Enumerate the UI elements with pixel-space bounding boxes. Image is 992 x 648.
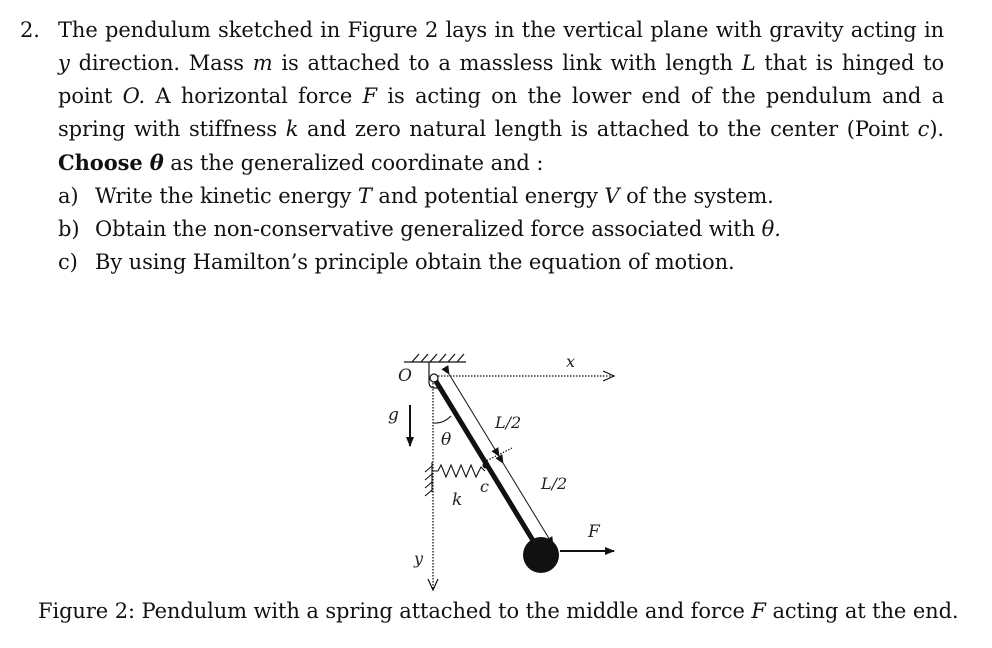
gravity-label: g <box>388 405 399 425</box>
y-axis-label: y <box>414 549 424 568</box>
hinge-pin <box>430 374 438 382</box>
list-item: b) Obtain the non-conservative generalized force associated with θ. <box>58 217 781 241</box>
origin-label: O <box>398 366 412 386</box>
mass-bob <box>523 537 559 573</box>
dimension-tick <box>484 448 512 462</box>
problem-number: 2. <box>20 18 40 42</box>
figure-caption: Figure 2: Pendulum with a spring attached to the middle and force F acting at the end. <box>38 599 959 623</box>
spring <box>432 465 485 477</box>
spring-label: k <box>452 490 463 510</box>
list-item: c) By using Hamilton’s principle obtain the equation of motion. <box>58 250 735 274</box>
center-point <box>483 462 490 469</box>
x-axis-label: x <box>566 352 576 371</box>
half-length-lower-label: L/2 <box>541 474 568 493</box>
half-length-upper-label: L/2 <box>495 413 522 432</box>
force-label: F <box>588 522 600 542</box>
problem-intro: 2. The pendulum sketched in Figure 2 lays in the vertical plane with gravity acting in y direction. Mass m is attached to a massless link with length L that is hinged to point O. A horizontal force F is acting on the lower end of the pendulum and a spring with stiffness k and zero natural length is attached to the center (Point c). Choose θ as the generalized coordinate and : <box>58 14 944 180</box>
theta-arc <box>433 416 451 423</box>
spring-wall <box>425 462 432 496</box>
list-item: a) Write the kinetic energy T and potential energy V of the system. <box>58 184 774 208</box>
theta-label: θ <box>441 430 452 450</box>
center-point-label: c <box>480 477 489 496</box>
